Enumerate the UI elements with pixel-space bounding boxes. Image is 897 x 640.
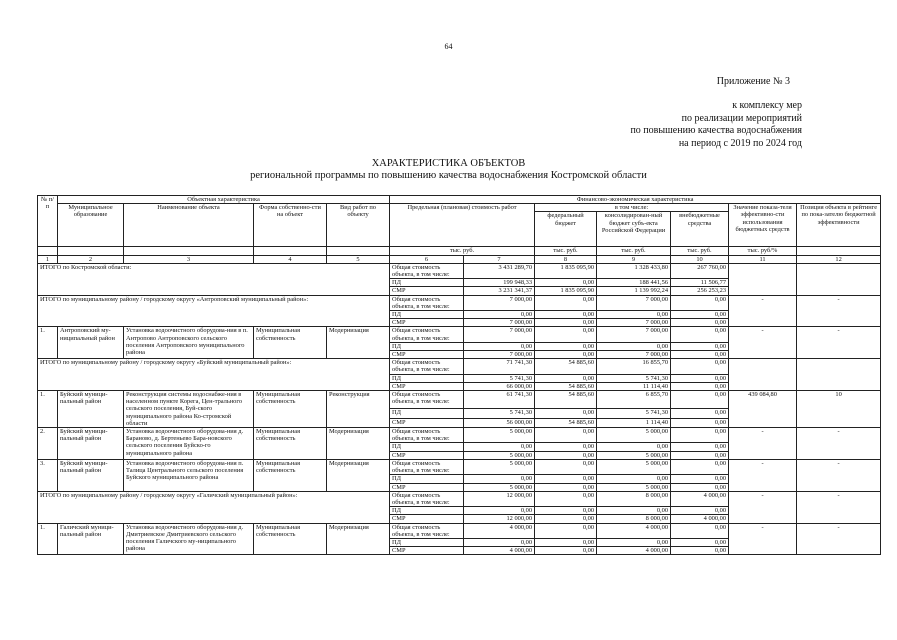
col-number: 9: [597, 255, 671, 263]
value-cell: 4 000,00: [464, 547, 535, 555]
value-cell: 5 000,00: [597, 459, 671, 474]
value-cell: 0,00: [464, 443, 535, 451]
efficiency-cell: -: [729, 459, 797, 491]
row-label: СМР: [390, 515, 464, 523]
efficiency-cell: -: [729, 523, 797, 555]
value-cell: 0,00: [597, 443, 671, 451]
value-cell: 0,00: [464, 342, 535, 350]
item-ownership: Муниципальная собственность: [254, 391, 327, 428]
item-object-name: Установка водоочистного оборудова-ния п. Талица Центрального сельского поселения Буйского муниципального района: [124, 459, 254, 491]
value-cell: 5 741,30: [597, 408, 671, 418]
value-cell: 0,00: [671, 351, 729, 359]
value-cell: 66 000,00: [464, 382, 535, 390]
table-body: [38, 263, 881, 555]
subtitle-line: по реализации мероприятий: [681, 112, 802, 124]
rank-cell: 10: [797, 391, 881, 428]
value-cell: 0,00: [535, 538, 597, 546]
item-ownership: Муниципальная собственность: [254, 428, 327, 460]
item-number: 1.: [38, 391, 58, 428]
col-number: 11: [729, 255, 797, 263]
col-number: 2: [58, 255, 124, 263]
value-cell: 0,00: [464, 311, 535, 319]
value-cell: 54 885,60: [535, 391, 597, 409]
value-cell: 0,00: [597, 538, 671, 546]
table-row: [38, 523, 881, 538]
value-cell: 0,00: [671, 418, 729, 428]
value-cell: 0,00: [671, 483, 729, 491]
table-row: [38, 428, 881, 443]
item-work-type: Модернизация: [327, 523, 390, 555]
value-cell: 0,00: [535, 342, 597, 350]
col-number: 4: [254, 255, 327, 263]
item-municipality: Буйский муници-пальный район: [58, 428, 124, 460]
item-object-name: Реконструкция системы водоснабже-ния в населенном пункте Корега, Цен-трального сельского поселения, Буй-ского муниципального района Ко-стромской области: [124, 391, 254, 428]
row-label: Общая стоимость объекта, в том числе:: [390, 428, 464, 443]
header-municipality: Муниципальное образование: [58, 204, 124, 247]
row-label: ПД: [390, 279, 464, 287]
appendix-subtitle: [630, 100, 802, 150]
total-row: [38, 491, 881, 506]
value-cell: 16 855,70: [597, 359, 671, 374]
item-work-type: Модернизация: [327, 428, 390, 460]
efficiency-cell: -: [729, 428, 797, 460]
col-number: 6: [390, 255, 464, 263]
row-label: СМР: [390, 319, 464, 327]
efficiency-cell: -: [729, 295, 797, 327]
table-header: [38, 196, 881, 264]
row-label: ПД: [390, 374, 464, 382]
value-cell: 7 000,00: [464, 295, 535, 310]
row-label: Общая стоимость объекта, в том числе:: [390, 295, 464, 310]
title-line: ХАРАКТЕРИСТИКА ОБЪЕКТОВ: [371, 158, 526, 169]
subtitle-line: к комплексу мер: [732, 100, 802, 111]
row-label: СМР: [390, 451, 464, 459]
value-cell: 188 441,56: [597, 279, 671, 287]
row-label: ПД: [390, 408, 464, 418]
item-number: 3.: [38, 459, 58, 491]
value-cell: 0,00: [535, 428, 597, 443]
value-cell: 5 741,30: [464, 374, 535, 382]
efficiency-cell: [729, 263, 797, 295]
value-cell: 3 231 341,37: [464, 287, 535, 295]
header-rank: Позиция объекта в рейтинге по пока-зателю бюджетной эффективности: [797, 204, 881, 247]
value-cell: 0,00: [535, 408, 597, 418]
value-cell: 56 000,00: [464, 418, 535, 428]
table-row: [38, 391, 881, 409]
row-label: Общая стоимость объекта, в том числе:: [390, 391, 464, 409]
section-total-label: ИТОГО по муниципальному району / городскому округу «Буйский муниципальный район»:: [38, 359, 390, 391]
value-cell: 0,00: [535, 459, 597, 474]
header-work-type: Вид работ по объекту: [327, 204, 390, 247]
item-ownership: Муниципальная собственность: [254, 523, 327, 555]
value-cell: 5 000,00: [464, 483, 535, 491]
unit-consolidated: тыс. руб.: [597, 247, 671, 255]
value-cell: 267 760,00: [671, 263, 729, 278]
value-cell: 54 885,60: [535, 418, 597, 428]
row-label: Общая стоимость объекта, в том числе:: [390, 523, 464, 538]
header-fin-char: Финансово-экономическая характеристика: [390, 196, 881, 204]
value-cell: 0,00: [597, 342, 671, 350]
total-row: [38, 359, 881, 374]
header-ownership: Форма собственно-сти на объект: [254, 204, 327, 247]
item-ownership: Муниципальная собственность: [254, 459, 327, 491]
unit-efficiency: тыс. руб/%: [729, 247, 797, 255]
efficiency-cell: [729, 359, 797, 391]
value-cell: 12 000,00: [464, 515, 535, 523]
item-ownership: Муниципальная собственность: [254, 327, 327, 359]
col-number: 3: [124, 255, 254, 263]
section-total-label: ИТОГО по муниципальному району / городскому округу «Антроповский муниципальный район»:: [38, 295, 390, 327]
rank-cell: -: [797, 327, 881, 359]
row-label: Общая стоимость объекта, в том числе:: [390, 327, 464, 342]
header-object-char: Объектная характеристика: [58, 196, 390, 204]
item-object-name: Установка водоочистного оборудова-ния д. Бараново, д. Бертеньево Бара-новского сельского поселения Буйско-го муниципального района: [124, 428, 254, 460]
value-cell: 71 741,30: [464, 359, 535, 374]
efficiency-cell: 439 084,80: [729, 391, 797, 428]
total-row: [38, 263, 881, 278]
value-cell: 0,00: [464, 475, 535, 483]
rank-cell: -: [797, 523, 881, 555]
value-cell: 1 328 433,80: [597, 263, 671, 278]
value-cell: 54 885,60: [535, 382, 597, 390]
value-cell: 5 741,30: [597, 374, 671, 382]
value-cell: 0,00: [671, 408, 729, 418]
value-cell: 7 000,00: [597, 295, 671, 310]
efficiency-cell: -: [729, 327, 797, 359]
value-cell: 8 000,00: [597, 515, 671, 523]
value-cell: 3 431 289,70: [464, 263, 535, 278]
item-work-type: Реконструкция: [327, 391, 390, 428]
value-cell: 0,00: [535, 523, 597, 538]
value-cell: 1 139 992,24: [597, 287, 671, 295]
row-label: Общая стоимость объекта, в том числе:: [390, 263, 464, 278]
item-work-type: Модернизация: [327, 459, 390, 491]
unit-extrabudget: тыс. руб.: [671, 247, 729, 255]
value-cell: 5 000,00: [597, 451, 671, 459]
value-cell: 0,00: [671, 459, 729, 474]
value-cell: 0,00: [671, 451, 729, 459]
value-cell: 0,00: [671, 382, 729, 390]
col-number: 12: [797, 255, 881, 263]
header-federal: федеральный бюджет: [535, 212, 597, 247]
objects-table: [37, 195, 881, 555]
value-cell: 0,00: [535, 374, 597, 382]
value-cell: 0,00: [671, 391, 729, 409]
value-cell: 0,00: [671, 538, 729, 546]
value-cell: 4 000,00: [671, 515, 729, 523]
row-label: СМР: [390, 351, 464, 359]
rank-cell: -: [797, 295, 881, 327]
value-cell: 5 000,00: [464, 428, 535, 443]
value-cell: 0,00: [671, 547, 729, 555]
value-cell: 5 000,00: [597, 483, 671, 491]
value-cell: 0,00: [535, 547, 597, 555]
value-cell: 11 114,40: [597, 382, 671, 390]
subtitle-line: по повышению качества водоснабжения: [630, 125, 802, 136]
row-label: ПД: [390, 538, 464, 546]
row-label: СМР: [390, 547, 464, 555]
table-row: [38, 459, 881, 474]
value-cell: 0,00: [535, 507, 597, 515]
value-cell: 0,00: [535, 483, 597, 491]
row-label: СМР: [390, 287, 464, 295]
value-cell: 1 835 095,90: [535, 287, 597, 295]
item-object-name: Установка водоочистного оборудова-ния д. Дмитриевское Дмитриевского сельского поселения Галичского му-ниципального района: [124, 523, 254, 555]
value-cell: 5 000,00: [597, 428, 671, 443]
value-cell: 5 741,30: [464, 408, 535, 418]
col-number: 1: [38, 255, 58, 263]
value-cell: 0,00: [597, 311, 671, 319]
value-cell: 0,00: [671, 342, 729, 350]
value-cell: 0,00: [535, 443, 597, 451]
value-cell: 11 506,77: [671, 279, 729, 287]
row-label: ПД: [390, 311, 464, 319]
value-cell: 0,00: [671, 327, 729, 342]
header-incl: в том числе:: [535, 204, 729, 212]
value-cell: 0,00: [671, 374, 729, 382]
row-label: СМР: [390, 483, 464, 491]
item-municipality: Антроповский му-ниципальный район: [58, 327, 124, 359]
section-total-label: ИТОГО по Костромской области:: [38, 263, 390, 295]
value-cell: 4 000,00: [597, 523, 671, 538]
item-work-type: Модернизация: [327, 327, 390, 359]
value-cell: 12 000,00: [464, 491, 535, 506]
value-cell: 0,00: [671, 359, 729, 374]
value-cell: 61 741,30: [464, 391, 535, 409]
page-number: 64: [444, 42, 453, 51]
value-cell: 256 253,23: [671, 287, 729, 295]
rank-cell: [797, 359, 881, 391]
value-cell: 0,00: [535, 327, 597, 342]
header-cost: Предельная (плановая) стоимость работ: [390, 204, 535, 247]
value-cell: 1 835 095,90: [535, 263, 597, 278]
total-row: [38, 295, 881, 310]
rank-cell: -: [797, 428, 881, 460]
value-cell: 0,00: [535, 279, 597, 287]
header-consolidated: консолидирован-ный бюджет субъ-екта Российской Федерации: [597, 212, 671, 247]
value-cell: 8 000,00: [597, 491, 671, 506]
rank-cell: [797, 263, 881, 295]
value-cell: 5 000,00: [464, 451, 535, 459]
header-object-name: Наименование объекта: [124, 204, 254, 247]
value-cell: 7 000,00: [597, 319, 671, 327]
unit-cost: тыс. руб.: [390, 247, 535, 255]
value-cell: 6 855,70: [597, 391, 671, 409]
efficiency-cell: -: [729, 491, 797, 523]
value-cell: 199 948,33: [464, 279, 535, 287]
title-line: региональной программы по повышению качества водоснабжения Костромской области: [250, 170, 647, 181]
item-number: 1.: [38, 327, 58, 359]
value-cell: 0,00: [535, 351, 597, 359]
value-cell: 1 114,40: [597, 418, 671, 428]
value-cell: 0,00: [671, 319, 729, 327]
appendix-label: Приложение № 3: [716, 76, 790, 87]
value-cell: 0,00: [671, 311, 729, 319]
value-cell: 7 000,00: [464, 351, 535, 359]
value-cell: 0,00: [535, 451, 597, 459]
value-cell: 4 000,00: [671, 491, 729, 506]
document-title: [0, 158, 897, 182]
value-cell: 0,00: [535, 311, 597, 319]
value-cell: 0,00: [535, 295, 597, 310]
unit-federal: тыс. руб.: [535, 247, 597, 255]
value-cell: 0,00: [671, 428, 729, 443]
value-cell: 0,00: [464, 507, 535, 515]
value-cell: 7 000,00: [597, 327, 671, 342]
row-label: Общая стоимость объекта, в том числе:: [390, 491, 464, 506]
value-cell: 0,00: [535, 491, 597, 506]
value-cell: 54 885,60: [535, 359, 597, 374]
row-label: Общая стоимость объекта, в том числе:: [390, 359, 464, 374]
value-cell: 4 000,00: [464, 523, 535, 538]
value-cell: 0,00: [671, 443, 729, 451]
header-efficiency: Значение показа-теля эффективно-сти использования бюджетных средств: [729, 204, 797, 247]
value-cell: 7 000,00: [597, 351, 671, 359]
value-cell: 0,00: [671, 523, 729, 538]
item-municipality: Буйский муници-пальный район: [58, 391, 124, 428]
value-cell: 0,00: [535, 515, 597, 523]
rank-cell: -: [797, 459, 881, 491]
row-label: СМР: [390, 418, 464, 428]
value-cell: 0,00: [597, 475, 671, 483]
col-number: 8: [535, 255, 597, 263]
row-label: ПД: [390, 507, 464, 515]
value-cell: 0,00: [535, 319, 597, 327]
item-number: 2.: [38, 428, 58, 460]
row-label: ПД: [390, 475, 464, 483]
row-label: ПД: [390, 342, 464, 350]
item-object-name: Установка водоочистного оборудова-ния в п. Антропово Антроповского сельского поселения Антроповского муниципального района: [124, 327, 254, 359]
value-cell: 0,00: [535, 475, 597, 483]
row-label: Общая стоимость объекта, в том числе:: [390, 459, 464, 474]
value-cell: 7 000,00: [464, 319, 535, 327]
value-cell: 0,00: [464, 538, 535, 546]
header-extrabudget: внебюджетные средства: [671, 212, 729, 247]
item-municipality: Галичский муници-пальный район: [58, 523, 124, 555]
value-cell: 7 000,00: [464, 327, 535, 342]
col-number: 7: [464, 255, 535, 263]
value-cell: 5 000,00: [464, 459, 535, 474]
value-cell: 0,00: [671, 475, 729, 483]
rank-cell: -: [797, 491, 881, 523]
item-municipality: Буйский муници-пальный район: [58, 459, 124, 491]
row-label: ПД: [390, 443, 464, 451]
value-cell: 0,00: [671, 295, 729, 310]
section-total-label: ИТОГО по муниципальному району / городскому округу «Галичский муниципальный район»:: [38, 491, 390, 523]
header-num: № п/п: [38, 196, 58, 247]
col-number: 10: [671, 255, 729, 263]
value-cell: 4 000,00: [597, 547, 671, 555]
value-cell: 0,00: [671, 507, 729, 515]
subtitle-line: на период с 2019 по 2024 год: [678, 137, 802, 149]
value-cell: 0,00: [597, 507, 671, 515]
item-number: 1.: [38, 523, 58, 555]
col-number: 5: [327, 255, 390, 263]
row-label: СМР: [390, 382, 464, 390]
table-row: [38, 327, 881, 342]
